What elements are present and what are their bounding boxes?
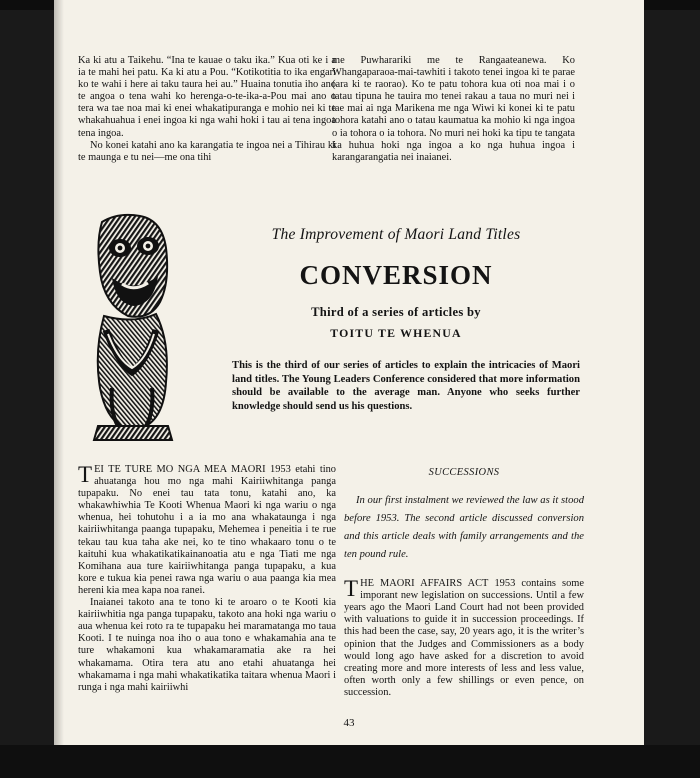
article-author: TOITU TE WHENUA <box>330 326 462 340</box>
maori-paragraph-1-text: 1953 etahi tino ahuatanga hou mo nga mahi Kairiiwhitanga panga tupapaku. No enei tau tata tonu, katahi ano, ka whakawhiwhia Te Kooti Whenua Maori ki nga wariu o nga whenua, hei tohutohu i a ia mo ana whakataunga i nga kairiiwhitanga paanga tupapaku, Mehemea i peneitia i te rue tekau tau kua taha ake nei, ko te tino whakaaro tonu o te kaituhi kua whakatikatikainanoatia atu e nga Tiati me nga Komihana aua ture kairiiwhitanga panga tupapaku, a kua kore e tukua kia penei rawa nga wariu o aua paanga kia mea hereni kia mea kapa noa ranei. <box>78 464 336 596</box>
english-paragraph-1 <box>344 578 584 699</box>
english-paragraph-1-text: 1953 contains some imporant new legislation on successions. Until a few years ago the Maori Land Court had not been provided with valuations to guide it in succession proceedings. If this had been the case, say, 20 years ago, it is the writer’s opinion that the Judges and Commissioners as a body would long ago have asked for a discretion to avoid creating more and more interests of less and less value, often worth only a few shillings or even pence, on succession. <box>344 578 584 698</box>
page-number: 43 <box>343 717 355 729</box>
lead-smallcaps-left: EI TE TURE MO NGA MEA MAORI <box>94 464 266 475</box>
english-text-column <box>344 464 584 699</box>
maori-paragraph-2: Inaianei takoto ana te tono ki te aroaro o te Kooti kia kairiiwhitia nga panga tupapaku, takoto ana hoki nga wariu o aua whenua kei roto ra te tupapaku hei maramatanga mo taua Kooti. I te nuinga noa iho o aua tono e whakamahia ana te ture whakamoni kua whakamaramatia ake ra hei whakamama. Otira tera atu ano etahi ahuatanga hei whakamama i nga mahi whakatikatika taitara whenua Maori i runga i nga mahi kairiiwhi <box>78 597 336 693</box>
top-left-column <box>78 55 336 164</box>
scan-bottom-border <box>0 745 700 778</box>
maori-text-column <box>78 464 336 694</box>
page-gutter-shadow <box>54 0 64 745</box>
top-right-column <box>332 55 575 164</box>
top-right-paragraph-1: me Puwharariki me te Rangaateanewa. Ko Whangaparaoa-mai-tawhiti i takoto tenei ingoa ki te parae (ara ki te raorao). Ko te patu tohora kua oti noa mai i o tatau tipuna he tauira mo tenei rakau a taua no muri nei i tae mai ai nga Marikena me nga Wiwi ki konei ki te patu tohora katahi ano o tatau kaumatua ka mohio ki nga ingoa o ia tohora o ia tohora. No muri nei hoki ka tipu te tangata ka huhua hoki nga ingoa a ko nga huhua ingoa i karangarangatia nei inaianei. <box>332 55 575 163</box>
article-title: CONVERSION <box>299 260 493 290</box>
top-left-paragraph-2: No konei katahi ano ka karangatia te ingoa nei a Tihirau ki te maunga e tu nei—me ona tihi <box>78 139 336 163</box>
dropcap-left: T <box>78 462 93 487</box>
article-series-line: Third of a series of articles by <box>311 305 481 319</box>
section-intro <box>344 492 584 564</box>
carved-tiki-figure-icon <box>88 212 174 444</box>
section-intro-text: In our first instalment we reviewed the law as it stood before 1953. The second article discussed conversion and this article deals with family arrangements and the ten pound rule. <box>344 495 584 561</box>
article-kicker: The Improvement of Maori Land Titles <box>271 226 521 243</box>
maori-paragraph-1 <box>78 464 336 597</box>
lead-smallcaps-right: HE MAORI AFFAIRS ACT <box>360 578 489 590</box>
section-heading-successions: SUCCESSIONS <box>428 467 500 478</box>
magazine-page <box>54 0 644 745</box>
dropcap-right: T <box>344 576 359 602</box>
top-left-paragraph-1: Ka ki atu a Taikehu. “Ina te kauae o taku ika.” Kua oti ke i a ia te mahi hei patu. Ka ki atu a Pou. “Kotikotitia to ika engari ko te wahi i here ai taku taura hei au.” Huaina tonutia iho ano te angoa o tena wahi ko herenga-o-te-ika-a-Pou mai ano o tera wa tae noa mai ki enei whakatipuranga e mohio nei ki te whakahuahua i enei ingoa ki nga wahi hoki i tau ai tena ingoa tena ingoa. <box>78 55 336 139</box>
article-intro: This is the third of our series of articles to explain the intricacies of Maori land titles. The Young Leaders Conference considered that more information should be available to the average man. Anyone who seeks further knowledge should send us his questions. <box>232 360 580 412</box>
